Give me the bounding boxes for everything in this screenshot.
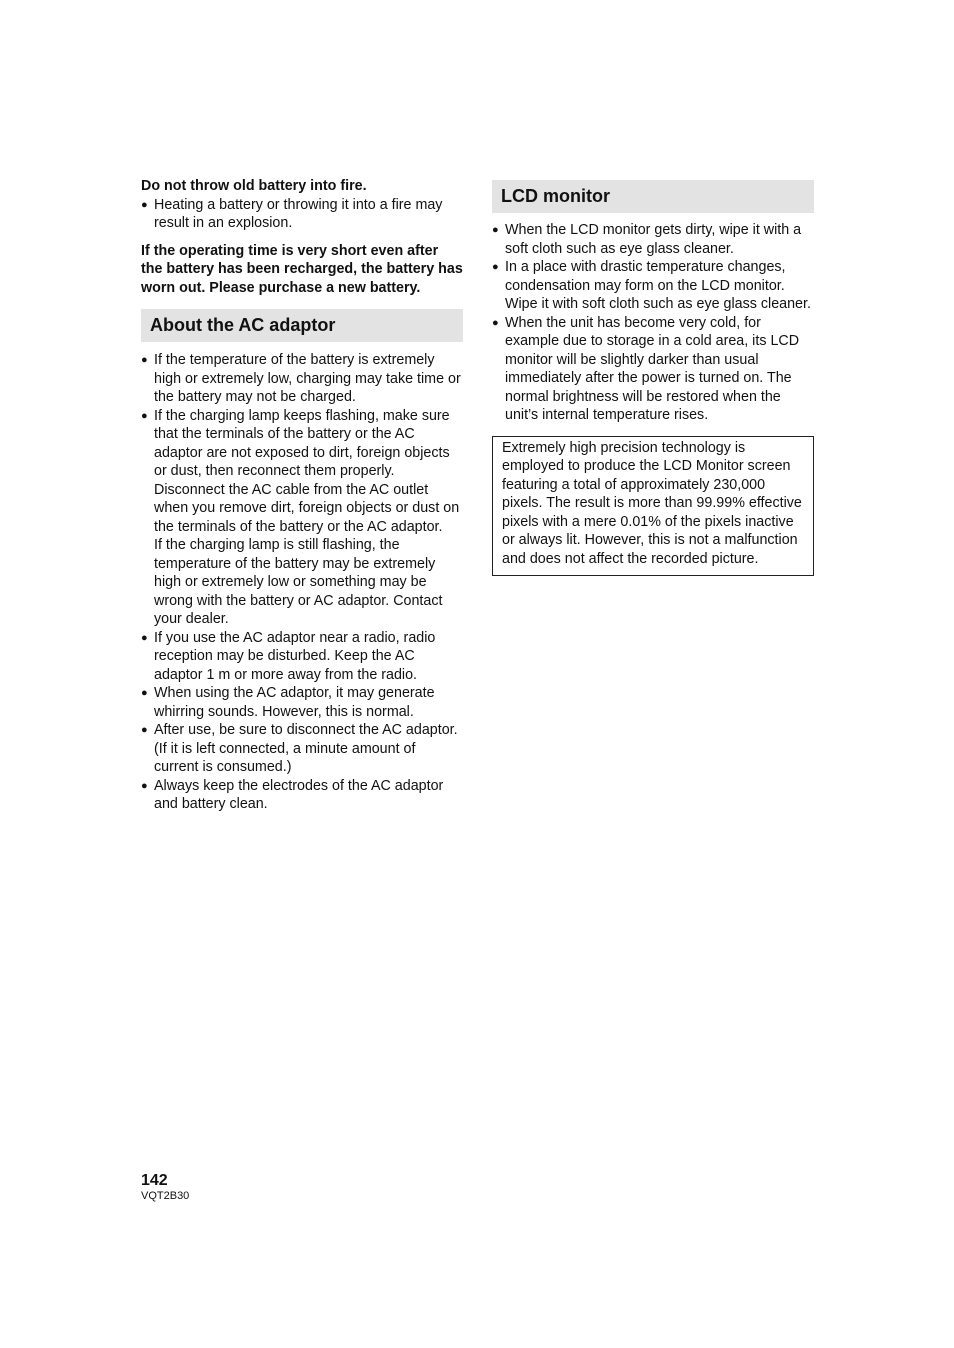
bullet-icon: ● [141, 354, 148, 366]
bullet-icon: ● [141, 724, 148, 736]
bullet-icon: ● [492, 261, 499, 273]
list-item: ● When the LCD monitor gets dirty, wipe it with a soft cloth such as eye glass cleaner. [492, 222, 802, 257]
bullet-icon: ● [492, 316, 499, 329]
right-column [492, 180, 814, 576]
page-footer [141, 1172, 189, 1203]
list-item: ● After use, be sure to disconnect the AC adaptor. (If it is left connected, a minute amount of current is consumed.) [141, 722, 458, 775]
document-code: VQT2B30 [141, 1190, 190, 1202]
ac-adaptor-heading: About the AC adaptor [141, 309, 463, 342]
bullet-icon: ● [141, 779, 148, 792]
bullet-icon: ● [141, 687, 148, 699]
bullet-icon: ● [141, 631, 148, 644]
lcd-monitor-heading: LCD monitor [492, 180, 814, 213]
list-item: ● In a place with drastic temperature changes, condensation may form on the LCD monitor. Wipe it with soft cloth such as eye glass cleaner. [492, 259, 811, 312]
pixel-notice-box [492, 436, 814, 577]
list-item: ● When the unit has become very cold, for example due to storage in a cold area, its LCD monitor will be slightly darker than usual immediately after the power is turned on. The normal brightness will be restored when the unit’s internal temperature rises. [492, 314, 800, 423]
fire-warning-list [141, 196, 463, 233]
list-item: ● Always keep the electrodes of the AC adaptor and battery clean. [141, 777, 444, 812]
left-column [141, 177, 463, 814]
operating-time-note: If the operating time is very short even after the battery has been recharged, the battery has worn out. Please purchase a new battery. [141, 242, 463, 296]
ac-adaptor-list [141, 351, 463, 814]
pixel-notice-text: Extremely high precision technology is employed to produce the LCD Monitor screen featuring a total of approximately 230,000 pixels. The result is more than 99.99% effective pixels with a mere 0.01% of the pixels inactive or always lit. However, this is not a malfunction and does not affect the recorded picture. [502, 439, 802, 567]
page-number: 142 [141, 1172, 168, 1189]
bullet-icon: ● [141, 198, 148, 211]
list-item: ● Heating a battery or throwing it into a fire may result in an explosion. [141, 196, 443, 231]
list-item: ● If you use the AC adaptor near a radio, radio reception may be disturbed. Keep the AC adaptor 1 m or more away from the radio. [141, 629, 436, 683]
list-item: ● If the charging lamp keeps flashing, make sure that the terminals of the battery or the AC adaptor are not exposed to dirt, foreign objects or dust, then reconnect them properly. Disconnect the AC cable from the AC outlet when you remove dirt, foreign objects or dust on the terminals of the battery or the AC adaptor. If the charging lamp is still flashing, the temperature of the battery may be extremely high or extremely low or something may be wrong with the battery or AC adaptor. Contact your dealer. [141, 407, 460, 627]
fire-warning-heading: Do not throw old battery into fire. [141, 178, 367, 194]
bullet-icon: ● [141, 409, 148, 422]
list-item: ● When using the AC adaptor, it may generate whirring sounds. However, this is normal. [141, 685, 435, 720]
bullet-icon: ● [492, 224, 499, 236]
lcd-monitor-list [492, 221, 814, 425]
list-item: ● If the temperature of the battery is extremely high or extremely low, charging may take time or the battery may not be charged. [141, 352, 461, 405]
